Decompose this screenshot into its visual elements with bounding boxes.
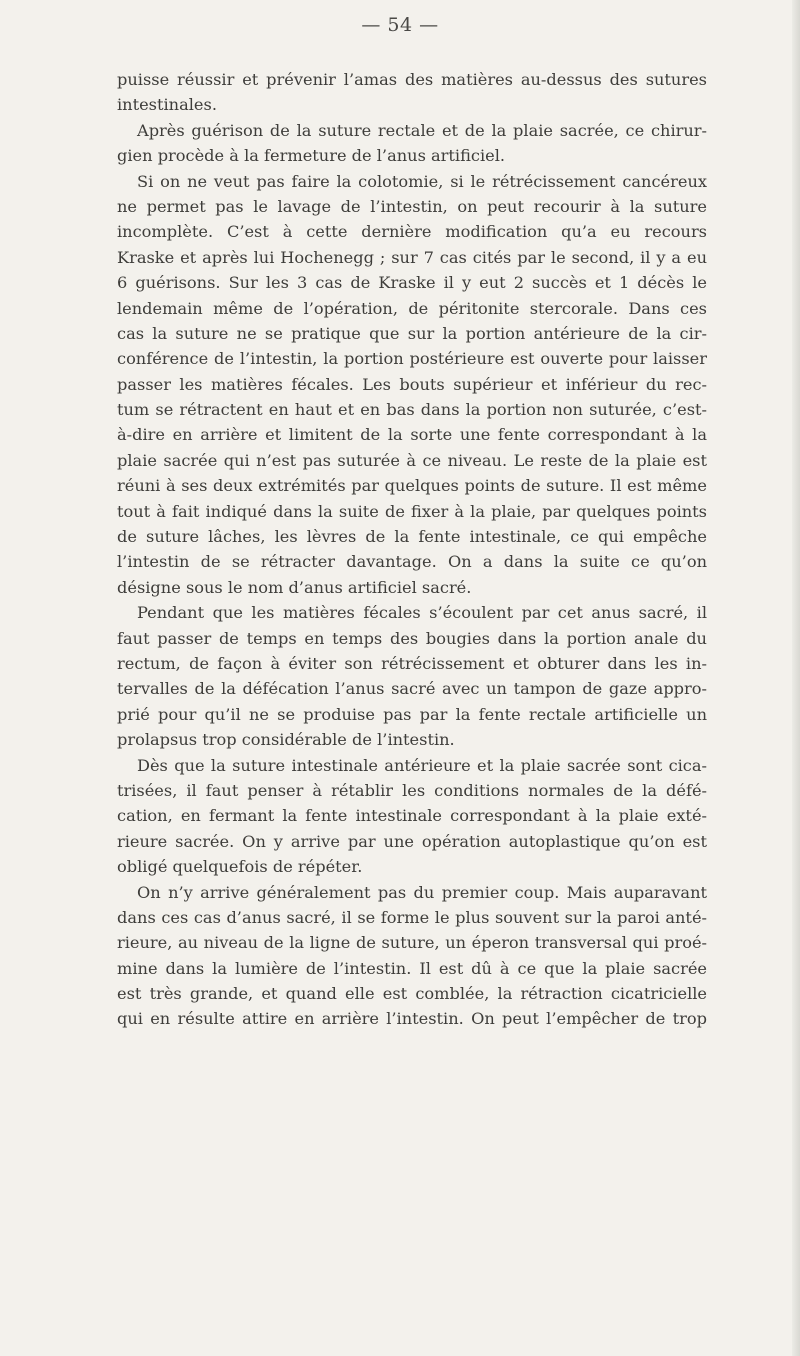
text-line: à-dire en arrière et limitent de la sorte une fente correspondant à la xyxy=(117,425,707,445)
text-line: Dès que la suture intestinale antérieure et la plaie sacrée sont cica- xyxy=(137,755,707,775)
text-line: trisées, il faut penser à rétablir les conditions normales de la défé- xyxy=(117,780,707,800)
text-line: cas la suture ne se pratique que sur la portion antérieure de la cir- xyxy=(117,323,707,343)
text-line: est très grande, et quand elle est comblée, la rétraction cicatricielle xyxy=(117,984,707,1004)
text-line: tervalles de la défécation l’anus sacré avec un tampon de gaze appro- xyxy=(117,679,707,699)
text-line: passer les matières fécales. Les bouts supérieur et inférieur du rec- xyxy=(117,374,707,394)
text-line: On n’y arrive généralement pas du premier coup. Mais auparavant xyxy=(137,882,707,902)
text-line: mine dans la lumière de l’intestin. Il est dû à ce que la plaie sacrée xyxy=(117,958,707,978)
text-line: conférence de l’intestin, la portion postérieure est ouverte pour laisser xyxy=(117,349,707,369)
text-line: obligé quelquefois de répéter. xyxy=(117,857,363,877)
text-line: prié pour qu’il ne se produise pas par la fente rectale artificielle un xyxy=(117,704,707,724)
text-line: faut passer de temps en temps des bougies dans la portion anale du xyxy=(117,628,707,648)
text-line: ne permet pas le lavage de l’intestin, on peut recourir à la suture xyxy=(117,196,707,216)
text-line: rieure sacrée. On y arrive par une opération autoplastique qu’on est xyxy=(117,831,707,851)
text-line: plaie sacrée qui n’est pas suturée à ce niveau. Le reste de la plaie est xyxy=(117,450,707,470)
text-line: qui en résulte attire en arrière l’intestin. On peut l’empêcher de trop xyxy=(117,1009,707,1029)
page-number: — 54 — xyxy=(361,14,439,36)
text-line: cation, en fermant la fente intestinale correspondant à la plaie exté- xyxy=(117,806,707,826)
text-line: tum se rétractent en haut et en bas dans la portion non suturée, c’est- xyxy=(117,400,707,420)
text-line: Kraske et après lui Hochenegg ; sur 7 cas cités par le second, il y a eu xyxy=(117,247,707,267)
text-line: réuni à ses deux extrémités par quelques points de suture. Il est même xyxy=(117,476,707,496)
text-line: de suture lâches, les lèvres de la fente intestinale, ce qui empêche xyxy=(117,527,707,547)
text-line: Si on ne veut pas faire la colotomie, si le rétrécissement cancéreux xyxy=(137,171,707,191)
text-line: incomplète. C’est à cette dernière modification qu’a eu recours xyxy=(117,222,707,242)
text-line: tout à fait indiqué dans la suite de fixer à la plaie, par quelques points xyxy=(117,501,707,521)
text-line: prolapsus trop considérable de l’intestin. xyxy=(117,730,455,750)
text-line: 6 guérisons. Sur les 3 cas de Kraske il y eut 2 succès et 1 décès le xyxy=(117,273,707,293)
text-line: puisse réussir et prévenir l’amas des matières au-dessus des sutures xyxy=(117,70,707,89)
page-edge-shadow xyxy=(792,0,800,1356)
text-line: Après guérison de la suture rectale et de la plaie sacrée, ce chirur- xyxy=(137,120,707,140)
text-line: l’intestin de se rétracter davantage. On a dans la suite ce qu’on xyxy=(117,552,707,572)
text-line: gien procède à la fermeture de l’anus artificiel. xyxy=(117,146,506,166)
text-line: Pendant que les matières fécales s’écoulent par cet anus sacré, il xyxy=(137,603,707,623)
text-line: désigne sous le nom d’anus artificiel sacré. xyxy=(117,577,472,597)
text-line: rieure, au niveau de la ligne de suture, un éperon transversal qui proé- xyxy=(117,933,707,953)
text-line: rectum, de façon à éviter son rétrécissement et obturer dans les in- xyxy=(117,653,707,673)
text-line: dans ces cas d’anus sacré, il se forme le plus souvent sur la paroi anté- xyxy=(117,907,707,927)
body-text xyxy=(117,67,707,1032)
text-line: lendemain même de l’opération, de péritonite stercorale. Dans ces xyxy=(117,298,707,318)
text-line: intestinales. xyxy=(117,95,217,115)
